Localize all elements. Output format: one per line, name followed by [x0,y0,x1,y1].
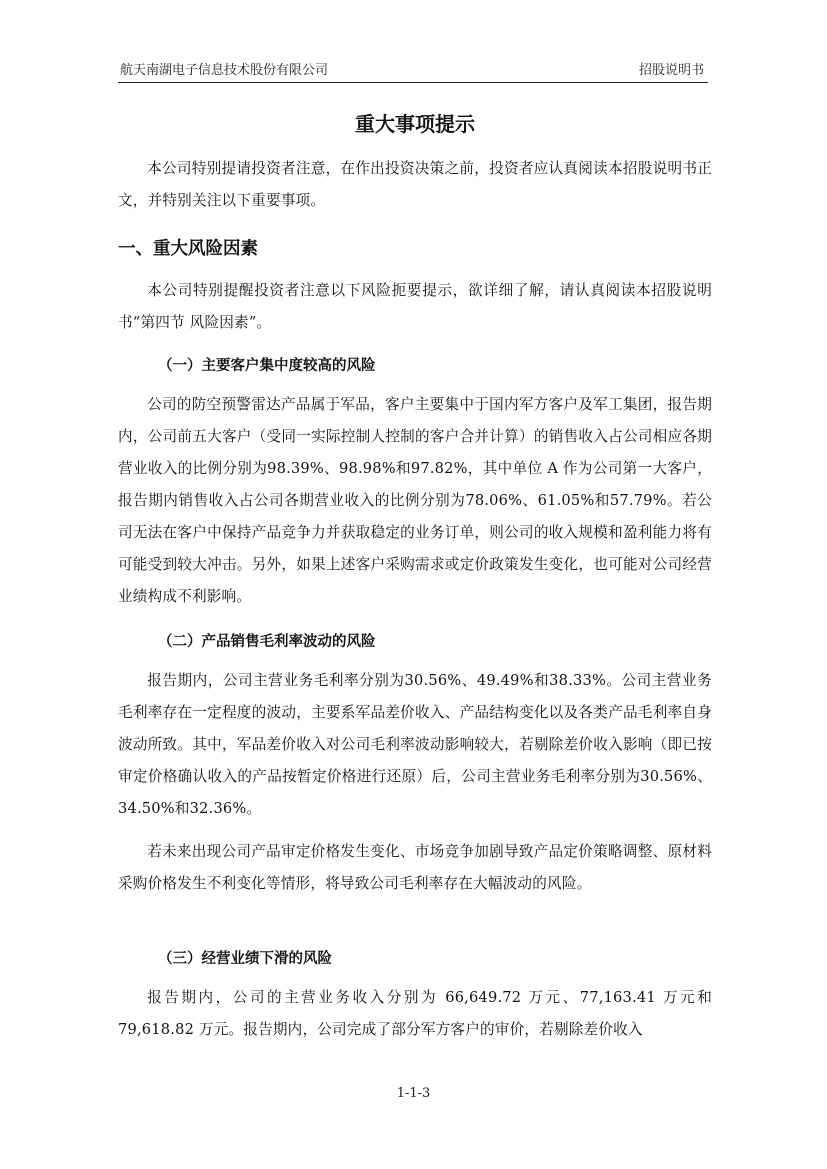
page-number: 1-1-3 [396,1086,431,1101]
gross-margin-paragraph-1: 报告期内，公司主营业务毛利率分别为30.56%、49.49%和38.33%。公司主营业务毛利率存在一定程度的波动，主要系军品差价收入、产品结构变化以及各类产品毛利率自身波动所致。其中，军品差价收入对公司毛利率波动影响较大，若剔除差价收入影响（即已按审定价格确认收入的产品按暂定价格进行还原）后，公司主营业务毛利率分别为30.56%、34.50%和32.36%。 [118,672,712,817]
subsection-heading-gross-margin: （二）产品销售毛利率波动的风险 [158,634,376,650]
section-heading-major-risks: 一、重大风险因素 [118,239,258,259]
subsection-heading-customer-concentration: （一）主要客户集中度较高的风险 [158,358,376,374]
page-header [118,52,708,83]
customer-concentration-paragraph: 公司的防空预警雷达产品属于军品，客户主要集中于国内军方客户及军工集团，报告期内，公司前五大客户（受同一实际控制人控制的客户合并计算）的销售收入占公司相应各期营业收入的比例分别为98.39%、98.98%和97.82%，其中单位 A 作为公司第一大客户，报告期内销售收入占公司各期营业收入的比例分别为78.06%、61.05%和57.79%。若公司无法在客户中保持产品竞争力并获取稳定的业务订单，则公司的收入规模和盈利能力将有可能受到较大冲击。另外，如果上述客户采购需求或定价政策发生变化，也可能对公司经营业绩构成不利影响。 [118,396,712,605]
header-document-type: 招股说明书 [638,63,704,78]
page-title: 重大事项提示 [355,112,475,136]
subsection-heading-performance-decline: （三）经营业绩下滑的风险 [158,951,332,967]
section-intro-paragraph: 本公司特别提醒投资者注意以下风险扼要提示，欲详细了解，请认真阅读本招股说明书“第四节 风险因素”。 [118,282,712,331]
intro-paragraph: 本公司特别提请投资者注意，在作出投资决策之前，投资者应认真阅读本招股说明书正文，并特别关注以下重要事项。 [118,160,712,209]
header-company-name: 航天南湖电子信息技术股份有限公司 [120,63,329,78]
performance-decline-paragraph: 报告期内，公司的主营业务收入分别为 66,649.72 万元、77,163.41 万元和79,618.82 万元。报告期内，公司完成了部分军方客户的审价，若剔除差价收入 [118,989,712,1038]
gross-margin-paragraph-2: 若未来出现公司产品审定价格发生变化、市场竞争加剧导致产品定价策略调整、原材料采购价格发生不利变化等情形，将导致公司毛利率存在大幅波动的风险。 [118,843,712,892]
